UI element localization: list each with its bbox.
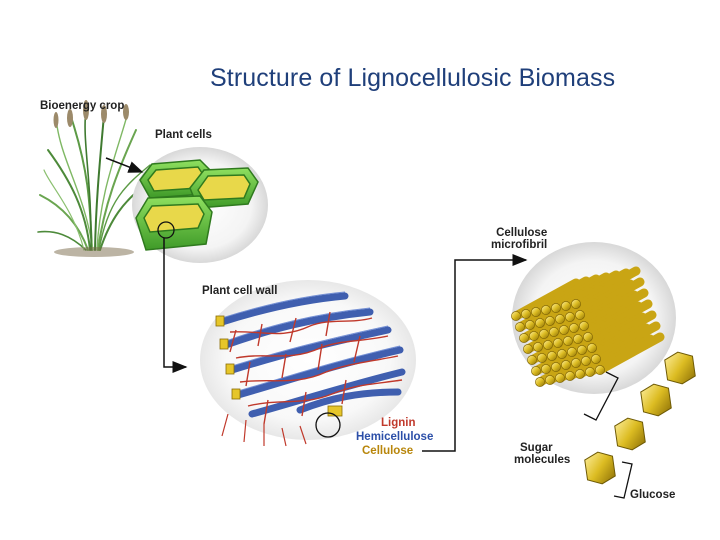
label-sugar-molecules <box>514 442 570 466</box>
microfibril-rod-end <box>565 371 574 380</box>
label-hemicellulose: Hemicellulose <box>356 431 434 443</box>
microfibril-rod-end <box>561 301 570 310</box>
microfibril-rod-end <box>583 332 592 341</box>
microfibril-rod-end <box>575 369 584 378</box>
label-cellulose: Cellulose <box>362 445 414 457</box>
microfibril-rod-end <box>551 362 560 371</box>
microfibril-rod-end <box>555 314 564 323</box>
microfibril-rod-end <box>529 331 538 340</box>
microfibril-rod-end <box>543 340 552 349</box>
microfibril-rod-end <box>575 310 584 319</box>
label-lignin: Lignin <box>381 417 416 429</box>
label-bioenergy-crop: Bioenergy crop <box>40 100 125 112</box>
microfibril-rod-end <box>531 307 540 316</box>
microfibril-rod-end <box>555 373 564 382</box>
microfibril-rod-end <box>559 325 568 334</box>
microfibril-rod-end <box>541 364 550 373</box>
microfibril-rod-end <box>591 354 600 363</box>
microfibril-rod-end <box>567 347 576 356</box>
diagram-title: Structure of Lignocellulosic Biomass <box>210 64 616 92</box>
microfibril-rod-end <box>573 334 582 343</box>
microfibril-rod-end <box>577 345 586 354</box>
microfibril-rod-end <box>547 351 556 360</box>
label-cellulose-microfibril-line1: Cellulose <box>496 227 548 239</box>
microfibril-rod-end <box>519 333 528 342</box>
microfibril-rod-end <box>549 327 558 336</box>
label-sugar-molecules-line1: Sugar <box>520 442 553 454</box>
microfibril-rod-end <box>515 322 524 331</box>
microfibril-rod-end <box>533 342 542 351</box>
microfibril-rod-end <box>571 299 580 308</box>
microfibril-rod-end <box>535 377 544 386</box>
microfibril-rod-end <box>531 366 540 375</box>
arrow-wall-to-microfibril <box>422 260 526 451</box>
microfibril-rod-end <box>587 343 596 352</box>
bioenergy-crop-illustration <box>38 100 150 257</box>
microfibril-rod-end <box>525 320 534 329</box>
label-cellulose-microfibril-line2: microfibril <box>491 239 548 251</box>
label-plant-cells: Plant cells <box>155 129 212 141</box>
microfibril-rod-end <box>571 358 580 367</box>
microfibril-rod-end <box>541 305 550 314</box>
label-sugar-molecules-line2: molecules <box>514 454 571 466</box>
microfibril-rod-end <box>545 316 554 325</box>
label-plant-cell-wall: Plant cell wall <box>202 285 278 297</box>
microfibril-rod-end <box>545 375 554 384</box>
microfibril-rod-end <box>595 365 604 374</box>
microfibril-rod-end <box>569 323 578 332</box>
microfibril-rod-end <box>585 367 594 376</box>
microfibril-rod-end <box>535 318 544 327</box>
microfibril-rod-end <box>523 344 532 353</box>
microfibril-rod-end <box>579 321 588 330</box>
microfibril-rod-end <box>551 303 560 312</box>
microfibril-rod-end <box>521 309 530 318</box>
microfibril-rod-end <box>511 311 520 320</box>
microfibril-rod-end <box>553 338 562 347</box>
microfibril-rod-end <box>537 353 546 362</box>
microfibril-rod-end <box>563 336 572 345</box>
label-glucose: Glucose <box>630 489 676 501</box>
microfibril-rod-end <box>565 312 574 321</box>
microfibril-rod-end <box>581 356 590 365</box>
microfibril-rod-end <box>539 329 548 338</box>
microfibril-rod-end <box>527 355 536 364</box>
microfibril-rod-end <box>561 360 570 369</box>
label-cellulose-microfibril <box>491 227 547 251</box>
microfibril-rod-end <box>557 349 566 358</box>
